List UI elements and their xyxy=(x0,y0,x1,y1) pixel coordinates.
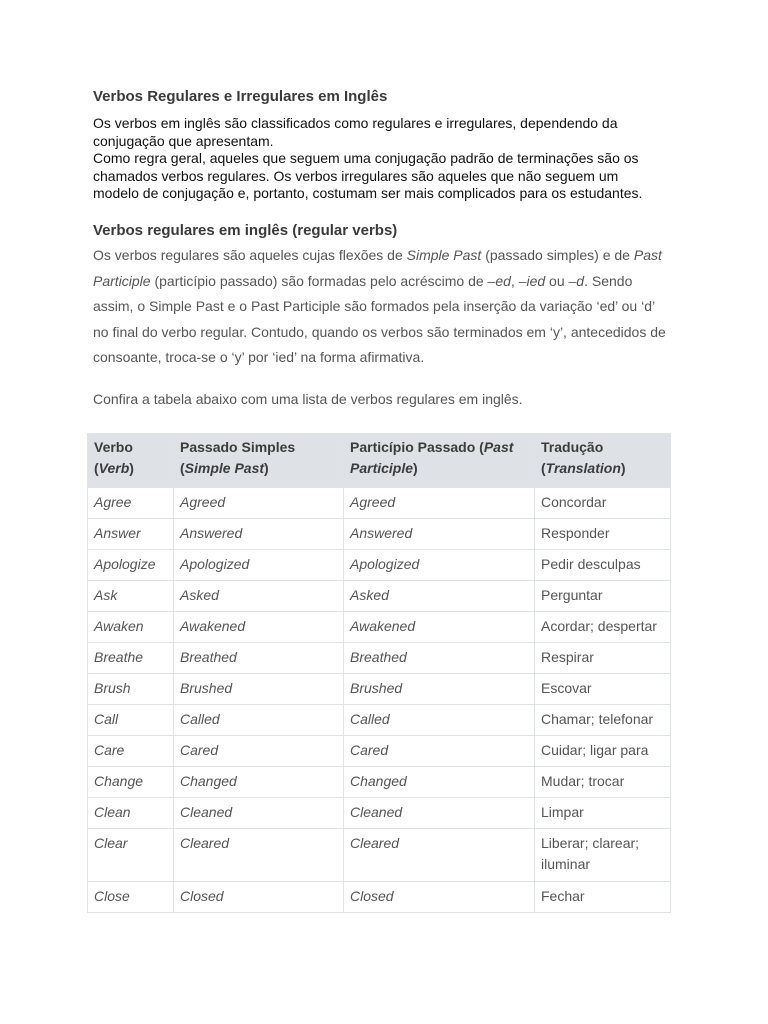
paragraph-text: (passado simples) e de xyxy=(481,247,634,263)
cell-translation: Pedir desculpas xyxy=(535,550,671,581)
cell-past-participle: Awakened xyxy=(344,612,535,643)
cell-simple-past: Brushed xyxy=(174,674,344,705)
intro-line: modelo de conjugação e, portanto, costumam ser mais complicados para os estudantes. xyxy=(93,185,643,201)
suffix-ied: –ied xyxy=(518,272,546,289)
cell-translation: Respirar xyxy=(535,643,671,674)
cell-past-participle: Agreed xyxy=(344,488,535,519)
cell-past-participle: Changed xyxy=(344,767,535,798)
cell-simple-past: Called xyxy=(174,705,344,736)
cell-translation: Fechar xyxy=(535,882,671,913)
term-past-participle: Past Participle xyxy=(93,247,662,289)
cell-verb: Change xyxy=(88,767,174,798)
cell-simple-past: Apologized xyxy=(174,550,344,581)
intro-paragraph xyxy=(93,115,671,203)
table-row xyxy=(88,612,671,643)
table-row xyxy=(88,798,671,829)
paragraph-text: (particípio passado) são formadas pelo acréscimo de xyxy=(150,272,488,289)
cell-translation: Perguntar xyxy=(535,581,671,612)
cell-simple-past: Asked xyxy=(174,581,344,612)
cell-translation: Concordar xyxy=(535,488,671,519)
cell-past-participle: Asked xyxy=(344,581,535,612)
regular-verbs-paragraph xyxy=(93,243,673,371)
suffix-d: –d xyxy=(568,272,585,289)
table-header-row xyxy=(88,434,671,488)
cell-translation: Responder xyxy=(535,519,671,550)
table-body xyxy=(88,488,671,913)
cell-translation: Mudar; trocar xyxy=(535,767,671,798)
cell-simple-past: Closed xyxy=(174,882,344,913)
cell-past-participle: Closed xyxy=(344,882,535,913)
cell-verb: Agree xyxy=(88,488,174,519)
cell-verb: Awaken xyxy=(88,612,174,643)
cell-past-participle: Apologized xyxy=(344,550,535,581)
intro-line: conjugação que apresentam. xyxy=(93,132,274,149)
cell-translation: Escovar xyxy=(535,674,671,705)
cell-simple-past: Awakened xyxy=(174,612,344,643)
cell-simple-past: Cleaned xyxy=(174,798,344,829)
cell-translation: Liberar; clarear; iluminar xyxy=(535,829,671,882)
paragraph-text: Os verbos regulares são aqueles cujas flexões de xyxy=(93,247,407,263)
header-past-participle: Particípio Passado (Past Participle) xyxy=(344,434,535,488)
table-row xyxy=(88,767,671,798)
cell-past-participle: Cared xyxy=(344,736,535,767)
cell-translation: Acordar; despertar xyxy=(535,612,671,643)
cell-simple-past: Changed xyxy=(174,767,344,798)
table-row xyxy=(88,882,671,913)
cell-translation: Cuidar; ligar para xyxy=(535,736,671,767)
header-verb: Verbo (Verb) xyxy=(88,434,174,488)
table-row xyxy=(88,550,671,581)
cell-verb: Call xyxy=(88,705,174,736)
intro-line: Os verbos em inglês são classificados como regulares e irregulares, dependendo da xyxy=(93,115,618,131)
cell-verb: Apologize xyxy=(88,550,174,581)
table-row xyxy=(88,674,671,705)
table-row xyxy=(88,581,671,612)
table-row xyxy=(88,488,671,519)
section-heading-regular-verbs: Verbos regulares em inglês (regular verbs) xyxy=(93,222,398,239)
cell-past-participle: Cleaned xyxy=(344,798,535,829)
cell-verb: Care xyxy=(88,736,174,767)
cell-simple-past: Answered xyxy=(174,519,344,550)
cell-translation: Limpar xyxy=(535,798,671,829)
cell-translation: Chamar; telefonar xyxy=(535,705,671,736)
table-row xyxy=(88,705,671,736)
table-row xyxy=(88,829,671,882)
cell-verb: Clean xyxy=(88,798,174,829)
paragraph-text: , xyxy=(510,272,519,289)
cell-verb: Brush xyxy=(88,674,174,705)
cell-simple-past: Cleared xyxy=(174,829,344,882)
intro-line: Como regra geral, aqueles que seguem uma conjugação padrão de terminações são os xyxy=(93,150,639,166)
table-row xyxy=(88,736,671,767)
regular-verbs-table xyxy=(87,433,671,913)
header-simple-past: Passado Simples (Simple Past) xyxy=(174,434,344,488)
suffix-ed: –ed xyxy=(487,272,511,289)
term-simple-past: Simple Past xyxy=(406,247,482,263)
header-translation: Tradução (Translation) xyxy=(535,434,671,488)
cell-past-participle: Breathed xyxy=(344,643,535,674)
paragraph-text: ou xyxy=(545,272,569,289)
cell-verb: Ask xyxy=(88,581,174,612)
table-row xyxy=(88,643,671,674)
section-heading-verbs: Verbos Regulares e Irregulares em Inglês xyxy=(93,88,388,105)
cell-past-participle: Called xyxy=(344,705,535,736)
cell-past-participle: Answered xyxy=(344,519,535,550)
cell-verb: Answer xyxy=(88,519,174,550)
cell-past-participle: Cleared xyxy=(344,829,535,882)
cell-simple-past: Cared xyxy=(174,736,344,767)
table-intro-paragraph: Confira a tabela abaixo com uma lista de verbos regulares em inglês. xyxy=(93,391,523,407)
intro-line: chamados verbos regulares. Os verbos irregulares são aqueles que não seguem um xyxy=(93,167,619,184)
cell-past-participle: Brushed xyxy=(344,674,535,705)
paragraph-text: . Sendo assim, o Simple Past e o Past Participle são formados pela inserção da variação ‘ed’ ou ‘d’ no final do verbo regular. Contudo, quando os verbos são terminados em ‘y’, antecedidos de consoante, troca-se o ‘y’ por ‘ied’ na forma afirmativa. xyxy=(93,272,666,366)
cell-verb: Breathe xyxy=(88,643,174,674)
cell-verb: Clear xyxy=(88,829,174,882)
table-row xyxy=(88,519,671,550)
cell-verb: Close xyxy=(88,882,174,913)
cell-simple-past: Breathed xyxy=(174,643,344,674)
cell-simple-past: Agreed xyxy=(174,488,344,519)
